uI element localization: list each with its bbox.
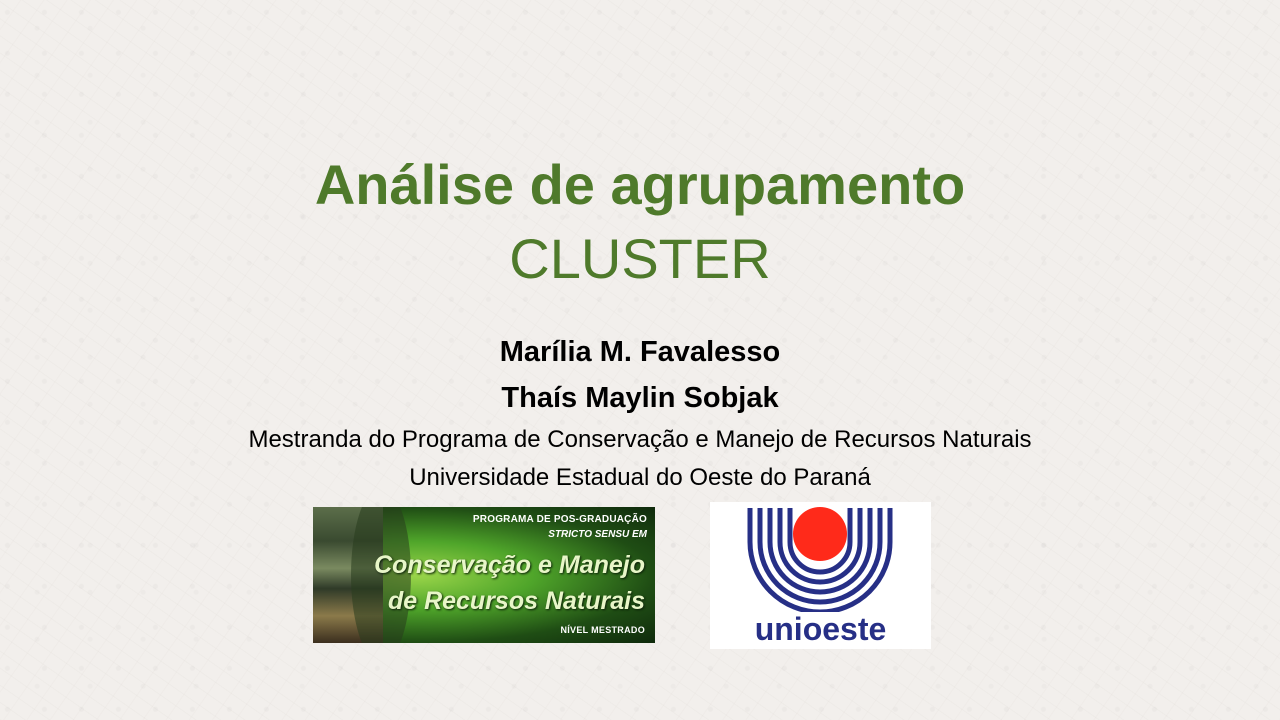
program-logo bbox=[313, 507, 655, 643]
program-logo-line2: STRICTO SENSU EM bbox=[548, 529, 647, 540]
slide-title: Análise de agrupamento bbox=[314, 153, 966, 216]
program-logo-line1: PROGRAMA DE POS-GRADUAÇÃO bbox=[472, 514, 647, 525]
program-logo-line3: Conservação e Manejo bbox=[374, 551, 645, 579]
slide-subtitle: CLUSTER bbox=[509, 227, 771, 290]
affiliation-university: Universidade Estadual do Oeste do Paraná bbox=[409, 464, 871, 491]
program-logo-line4: de Recursos Naturais bbox=[387, 587, 645, 615]
unioeste-logo bbox=[710, 502, 931, 649]
author-1: Marília M. Favalesso bbox=[499, 336, 781, 368]
unioeste-wordmark: unioeste bbox=[754, 611, 887, 647]
author-2: Thaís Maylin Sobjak bbox=[501, 382, 779, 414]
affiliation-program: Mestranda do Programa de Conservação e Manejo de Recursos Naturais bbox=[248, 426, 1032, 453]
concentric-arc-sun-icon bbox=[710, 502, 931, 612]
program-logo-line5: NÍVEL MESTRADO bbox=[560, 625, 645, 635]
